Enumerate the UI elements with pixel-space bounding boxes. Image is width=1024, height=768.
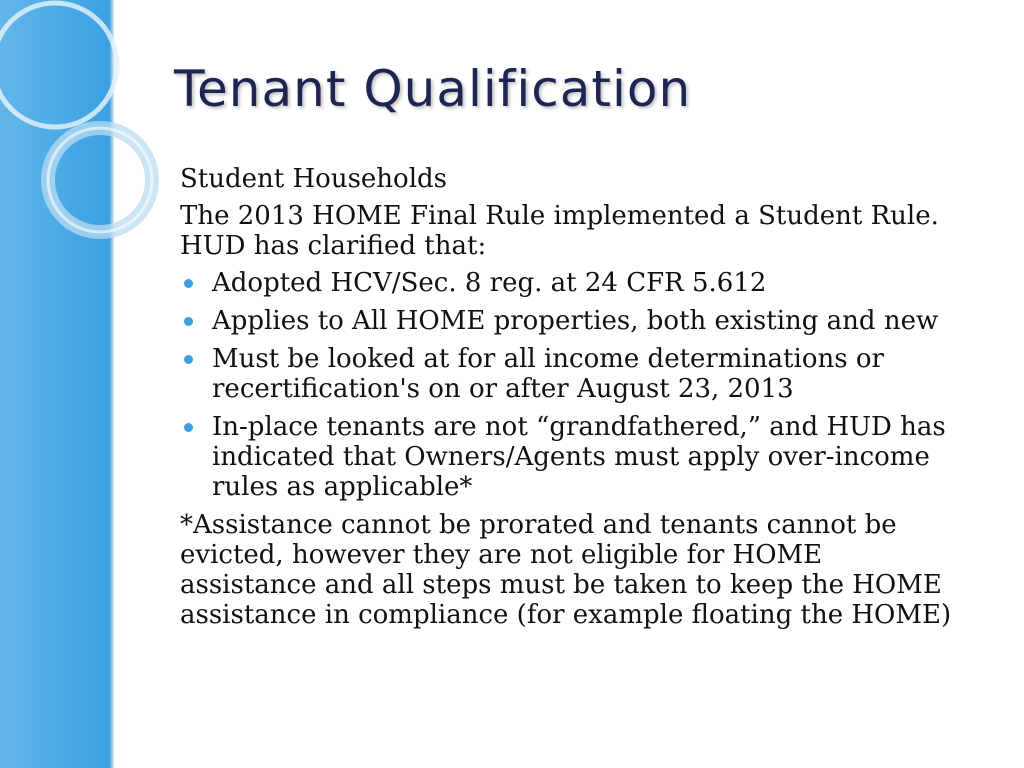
bullet-item xyxy=(180,412,1000,502)
bullet-line: Adopted HCV/Sec. 8 reg. at 24 CFR 5.612 xyxy=(212,268,767,298)
intro-paragraph xyxy=(180,201,1000,261)
slide-body xyxy=(180,164,1000,630)
bullet-list xyxy=(180,268,1000,502)
bullet-line: In-place tenants are not “grandfathered,” and HUD has xyxy=(212,412,946,442)
bullet-item xyxy=(180,268,1000,298)
footnote-line: evicted, however they are not eligible for HOME xyxy=(180,540,823,570)
bullet-dot-icon xyxy=(184,355,193,364)
footnote-line: *Assistance cannot be prorated and tenants cannot be xyxy=(180,510,897,540)
bullet-line: rules as applicable* xyxy=(212,472,473,502)
bullet-line: indicated that Owners/Agents must apply over-income xyxy=(212,442,930,472)
bullet-item xyxy=(180,306,1000,336)
decorative-rings xyxy=(0,0,180,260)
bullet-line: Must be looked at for all income determinations or xyxy=(212,344,884,374)
bullet-dot-icon xyxy=(184,317,193,326)
decorative-ring-small-inner xyxy=(48,128,152,232)
bullet-line: recertification's on or after August 23, 2013 xyxy=(212,374,794,404)
intro-heading: Student Households xyxy=(180,164,447,194)
footnote-paragraph xyxy=(180,510,1000,630)
footnote-line: assistance and all steps must be taken to keep the HOME xyxy=(180,570,942,600)
decorative-ring-large xyxy=(0,3,117,127)
footnote-line: assistance in compliance (for example floating the HOME) xyxy=(180,600,952,630)
slide-title: Tenant Qualification xyxy=(174,60,692,118)
bullet-dot-icon xyxy=(184,279,193,288)
bullet-dot-icon xyxy=(184,423,193,432)
intro-line: The 2013 HOME Final Rule implemented a Student Rule. xyxy=(180,201,939,231)
bullet-line: Applies to All HOME properties, both existing and new xyxy=(212,306,939,336)
bullet-item xyxy=(180,344,1000,404)
intro-line: HUD has clarified that: xyxy=(180,231,487,261)
